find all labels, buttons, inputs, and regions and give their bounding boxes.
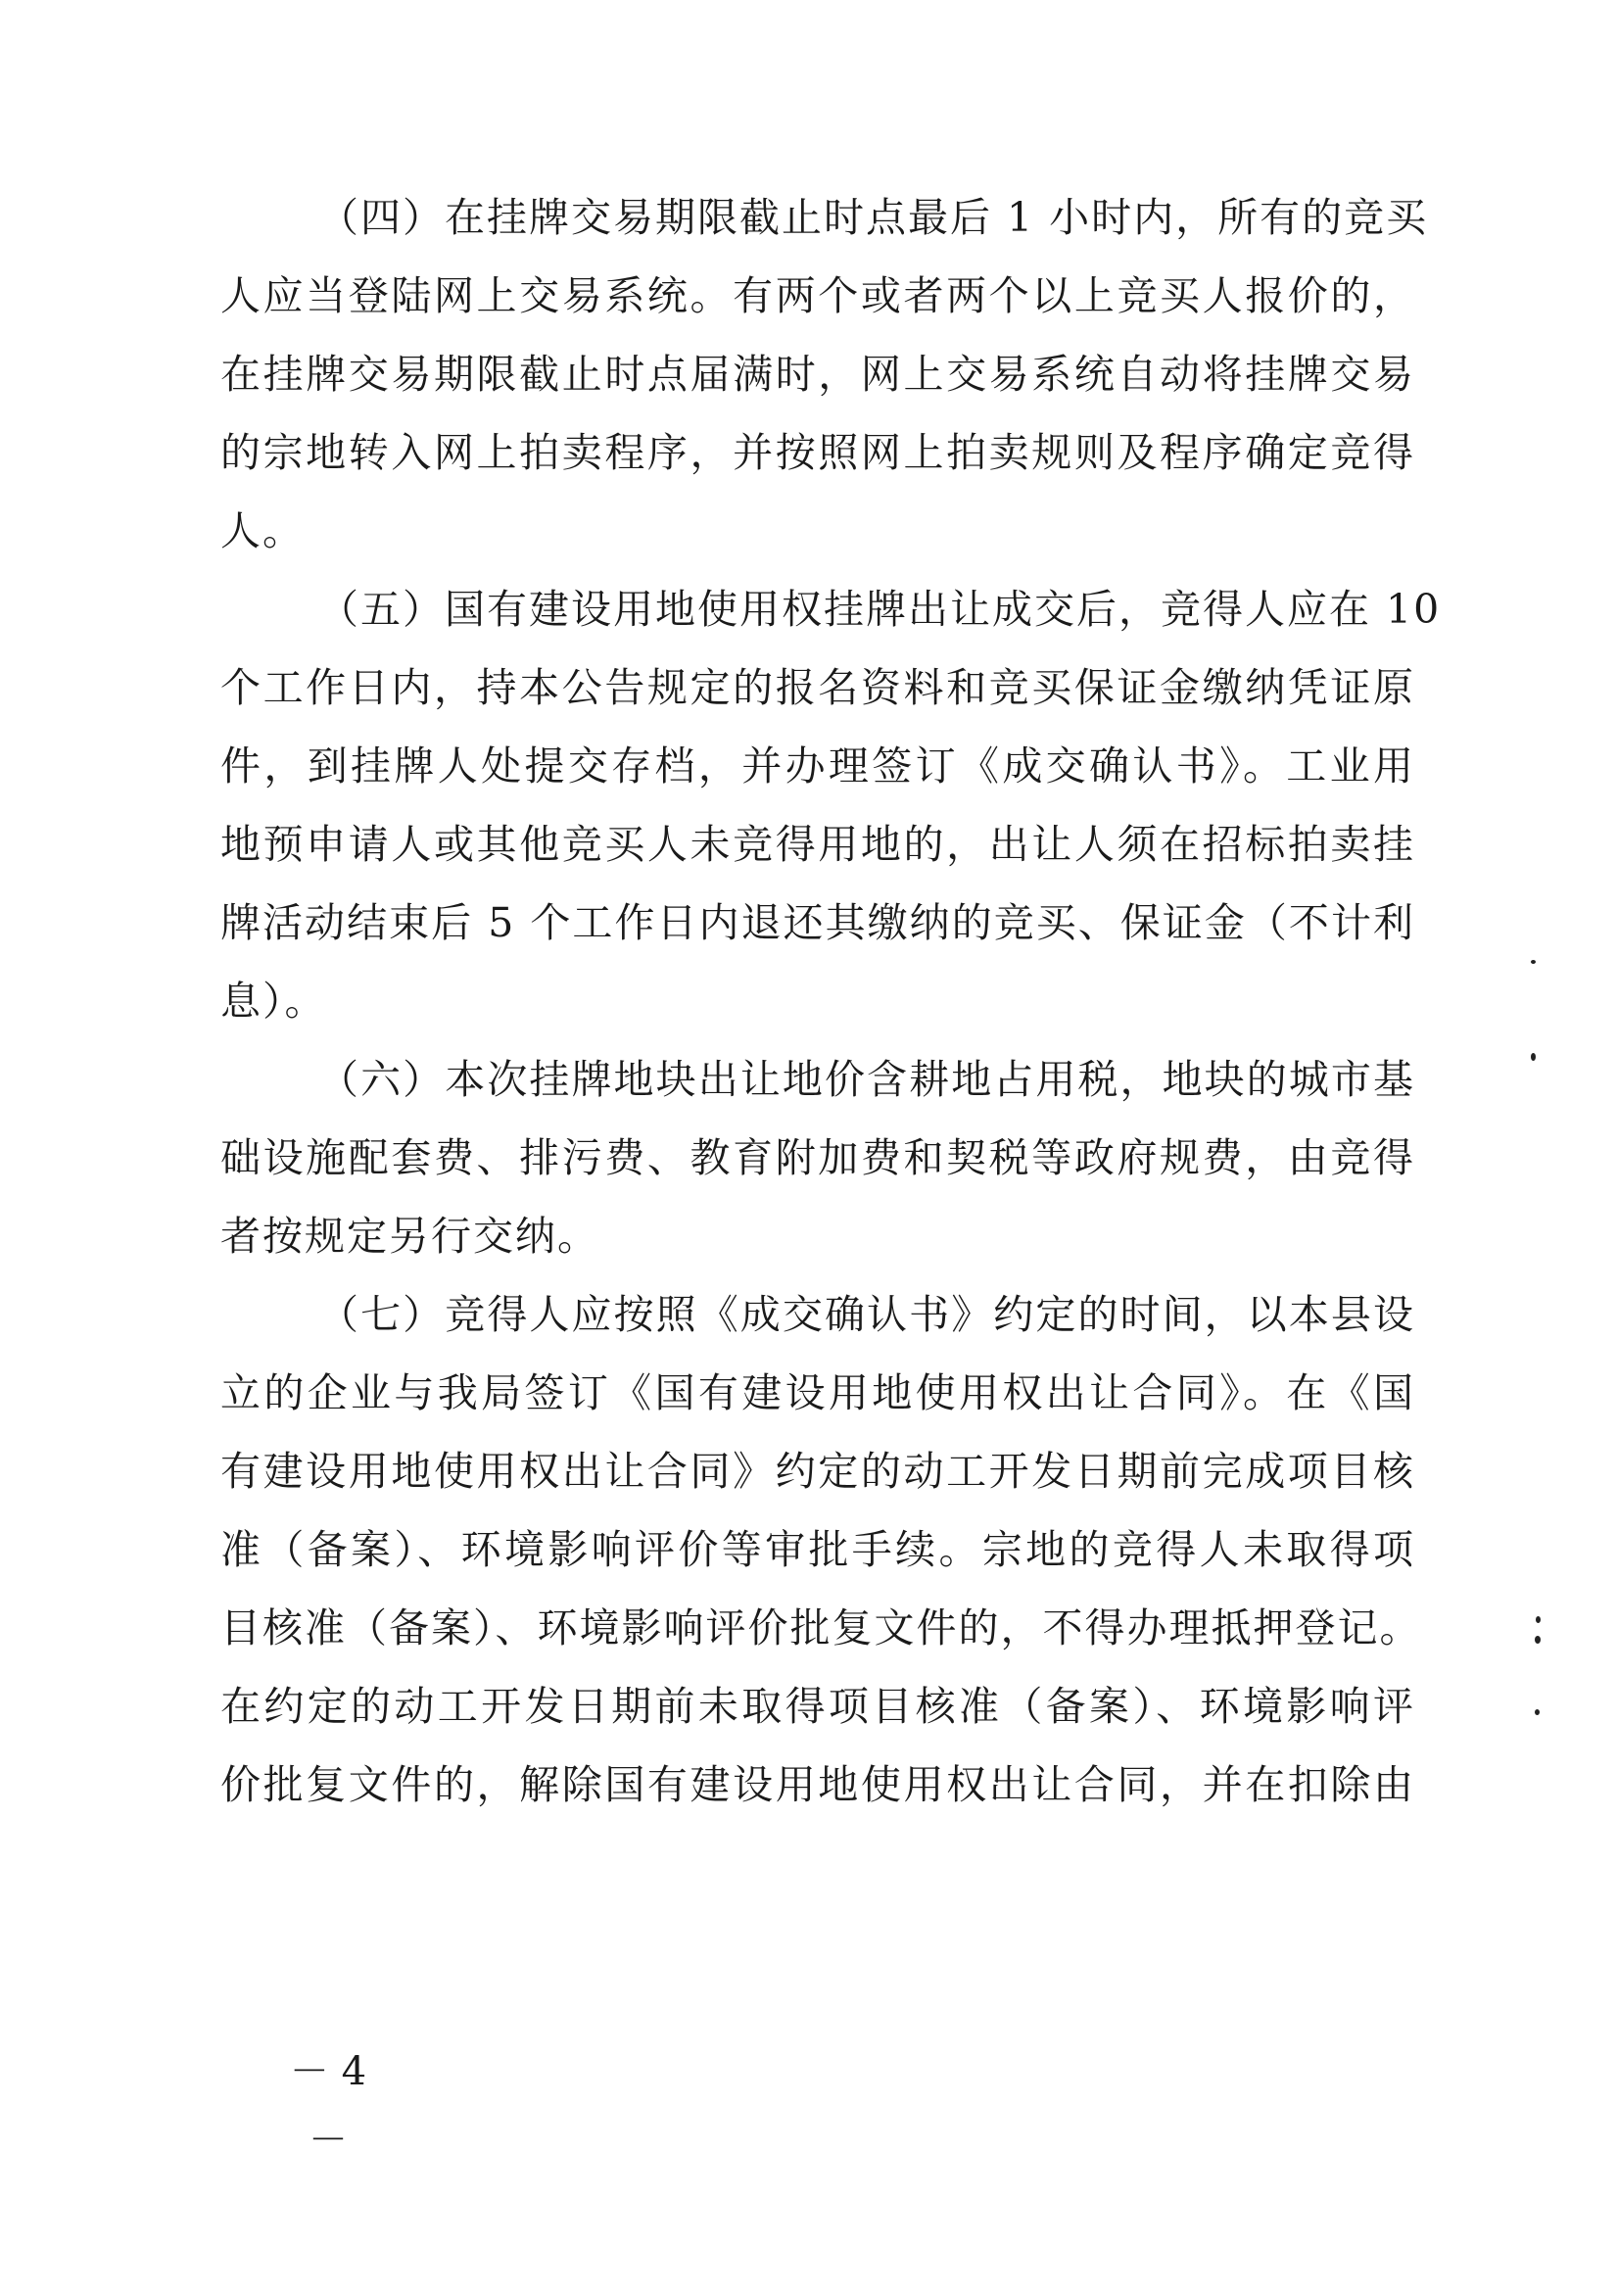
text-line: 息）。 xyxy=(220,978,327,1025)
text-line: 立的企业与我局签订《国有建设用地使用权出让合同》。在《国 xyxy=(220,1369,1415,1416)
text-line: 准（备案）、环境影响评价等审批手续。宗地的竞得人未取得项 xyxy=(220,1526,1415,1573)
text-line: 的宗地转入网上拍卖程序，并按照网上拍卖规则及程序确定竞得 xyxy=(220,429,1415,476)
scan-speck xyxy=(1535,1709,1540,1715)
scan-speck xyxy=(1531,1053,1536,1061)
text-line: （四）在挂牌交易期限截止时点最后 1 小时内，所有的竞买 xyxy=(318,194,1429,241)
text-line: 在约定的动工开发日期前未取得项目核准（备案）、环境影响评 xyxy=(220,1683,1415,1730)
scan-speck xyxy=(1536,1616,1541,1623)
text-line: 牌活动结束后 5 个工作日内退还其缴纳的竞买、保证金（不计利 xyxy=(220,899,1415,946)
text-line: 目核准（备案）、环境影响评价批复文件的，不得办理抵押登记。 xyxy=(220,1604,1422,1651)
text-line: （七）竞得人应按照《成交确认书》约定的时间，以本县设 xyxy=(318,1291,1415,1338)
text-line: （六）本次挂牌地块出让地价含耕地占用税，地块的城市基 xyxy=(318,1056,1415,1103)
scan-speck xyxy=(1531,960,1536,964)
text-line: 价批复文件的，解除国有建设用地使用权出让合同，并在扣除由 xyxy=(220,1761,1415,1808)
text-line: 有建设用地使用权出让合同》约定的动工开发日期前完成项目核 xyxy=(220,1448,1415,1495)
scan-speck xyxy=(1535,1636,1541,1644)
text-line: 个工作日内，持本公告规定的报名资料和竞买保证金缴纳凭证原 xyxy=(220,664,1415,711)
text-line: 础设施配套费、排污费、教育附加费和契税等政府规费，由竞得 xyxy=(220,1134,1415,1181)
text-line: 件，到挂牌人处提交存档，并办理签订《成交确认书》。工业用 xyxy=(220,742,1415,789)
text-line: （五）国有建设用地使用权挂牌出让成交后，竞得人应在 10 xyxy=(318,586,1442,633)
text-line: 人应当登陆网上交易系统。有两个或者两个以上竞买人报价的， xyxy=(220,272,1415,319)
text-line: 在挂牌交易期限截止时点届满时，网上交易系统自动将挂牌交易 xyxy=(220,351,1415,398)
text-line: 地预申请人或其他竞买人未竞得用地的，出让人须在招标拍卖挂 xyxy=(220,821,1415,868)
text-line: 者按规定另行交纳。 xyxy=(220,1213,599,1260)
text-line: 人。 xyxy=(220,507,305,554)
page-number: － 4 － xyxy=(289,2049,367,2163)
